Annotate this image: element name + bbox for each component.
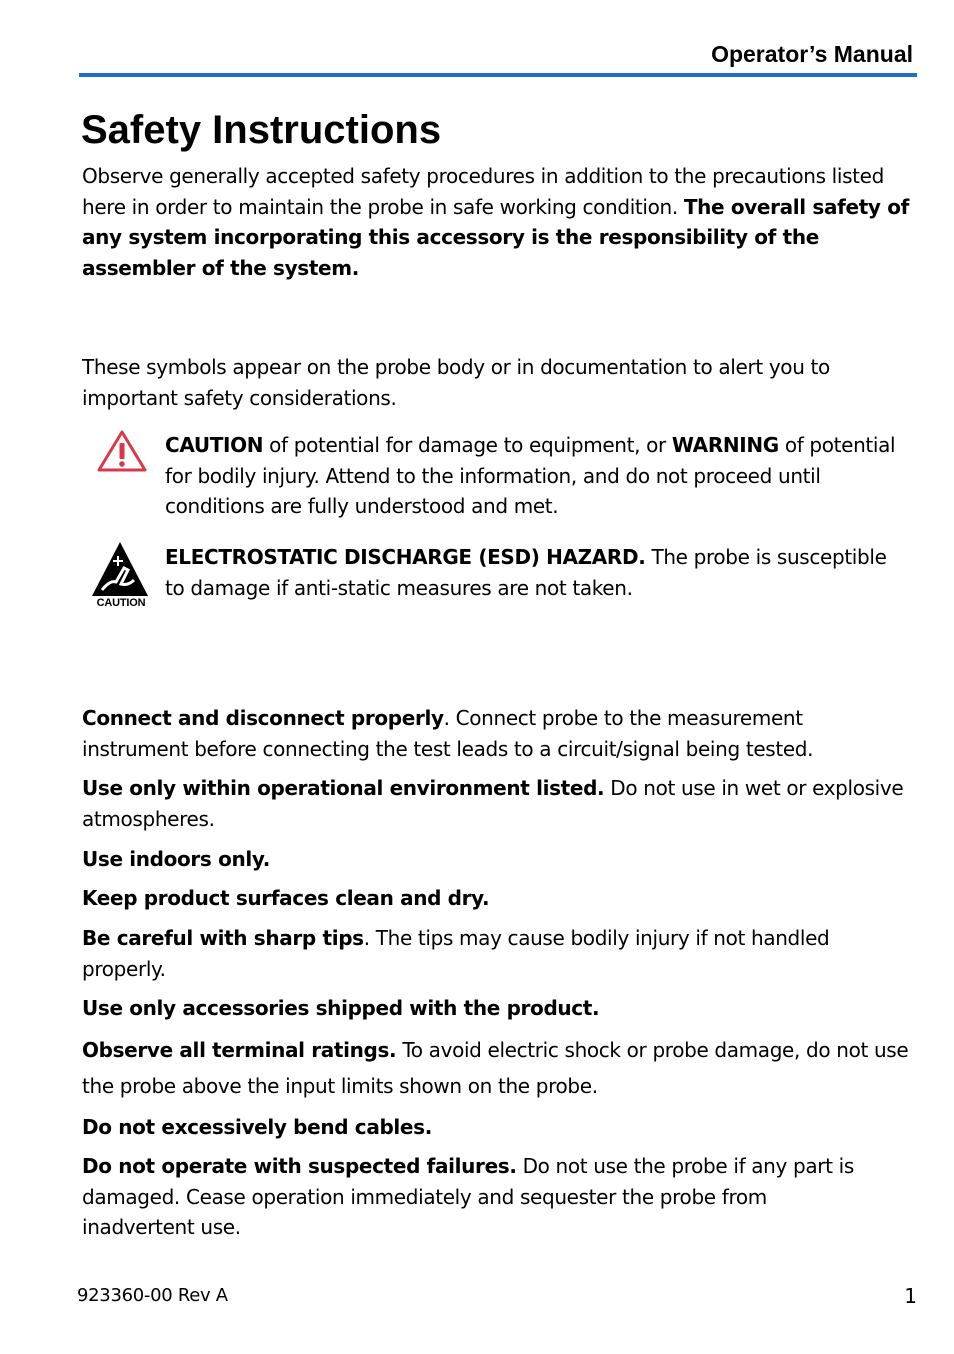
- esd-hazard-icon: [88, 540, 152, 618]
- caution-description: CAUTION of potential for damage to equipment, or WARNING of potential for bodily injury. Attend to the information, and do not proceed until conditions are fully understood and met.: [165, 433, 896, 518]
- header-rule: [79, 73, 917, 77]
- warning-term: WARNING: [671, 433, 779, 457]
- intro-bold-text: The overall safety of any system incorporating this accessory is the responsibility of the assembler of the system.: [82, 194, 909, 280]
- rule-item: Use only within operational environment listed. Do not use in wet or explosive atmospheres.: [82, 776, 904, 831]
- rule-item: Use indoors only.: [82, 847, 270, 871]
- intro-text: Observe generally accepted safety procedures in addition to the precautions listed here in order to maintain the probe in safe working condition.: [82, 164, 884, 219]
- intro-paragraph: [82, 161, 912, 283]
- esd-term: ELECTROSTATIC DISCHARGE (ESD) HAZARD.: [165, 545, 646, 569]
- rule-item: Do not operate with suspected failures. Do not use the probe if any part is damaged. Cease operation immediately and sequester the probe from inadvertent use.: [82, 1154, 854, 1239]
- caution-term: CAUTION: [165, 433, 264, 457]
- esd-icon-label: CAUTION: [96, 597, 146, 609]
- symbols-intro: These symbols appear on the probe body or in documentation to alert you to important safety considerations.: [82, 355, 830, 410]
- document-number: 923360-00 Rev A: [77, 1285, 228, 1306]
- esd-description: ELECTROSTATIC DISCHARGE (ESD) HAZARD. The probe is susceptible to damage if anti-static measures are not taken.: [165, 545, 887, 600]
- rule-item: Do not excessively bend cables.: [82, 1115, 432, 1139]
- rule-item: Connect and disconnect properly. Connect probe to the measurement instrument before connecting the test leads to a circuit/signal being tested.: [82, 706, 814, 761]
- page-number: 1: [904, 1284, 917, 1308]
- page-title: Safety Instructions: [81, 108, 442, 152]
- rule-item: Use only accessories shipped with the product.: [82, 996, 600, 1020]
- caution-triangle-icon: [96, 429, 148, 477]
- rule-item: Keep product surfaces clean and dry.: [82, 886, 490, 910]
- manual-title: Operator’s Manual: [711, 41, 913, 67]
- rule-item: Observe all terminal ratings. To avoid electric shock or probe damage, do not use the probe above the input limits shown on the probe.: [82, 1038, 909, 1098]
- rule-item: Be careful with sharp tips. The tips may cause bodily injury if not handled properly.: [82, 926, 830, 981]
